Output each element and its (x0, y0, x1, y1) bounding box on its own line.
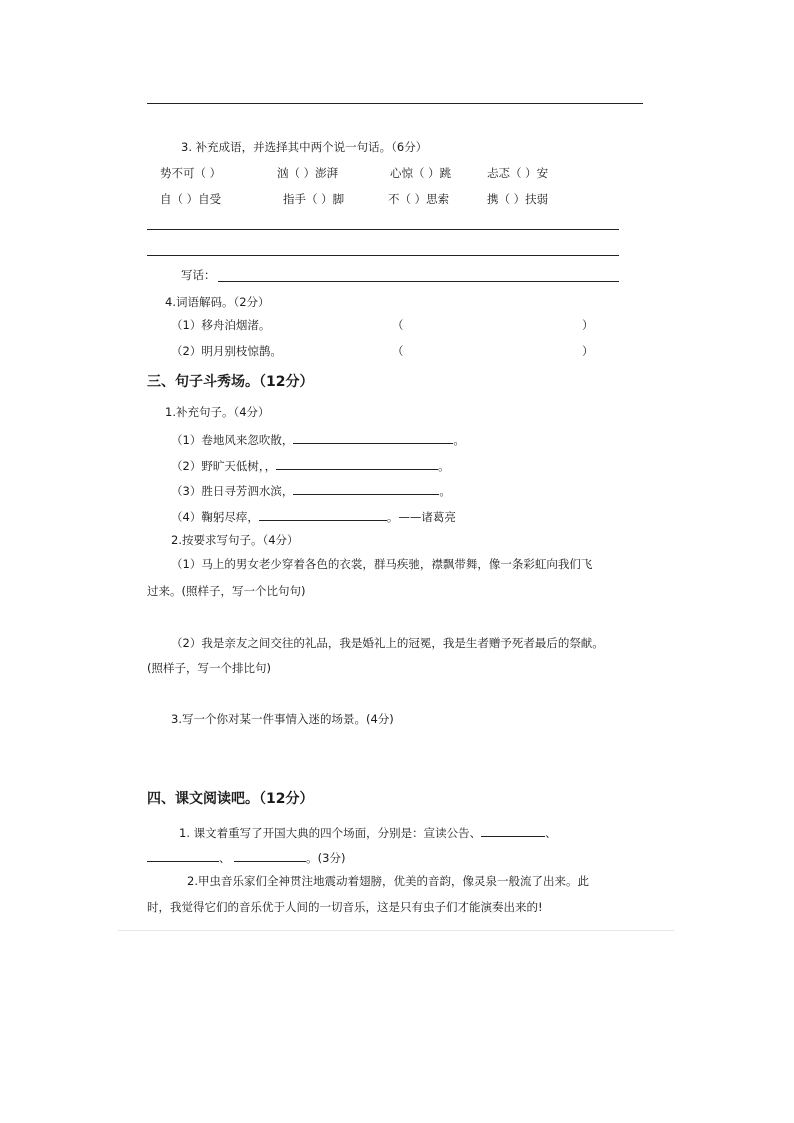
fill-1-end: 。 (453, 433, 465, 447)
sentence-2-2-line-a: （2）我是亲友之间交往的礼品，我是婚礼上的冠冕，我是生者赠予死者最后的祭献。 (171, 636, 604, 650)
idiom-8: 携（ ）扶弱 (487, 192, 549, 206)
sec4-q1-text: 1. 课文着重写了开国大典的四个场面，分别是：宣读公告、 (179, 826, 482, 840)
fill-4-blank[interactable] (259, 508, 387, 521)
fill-4-end: 。——诸葛亮 (386, 510, 456, 524)
sec4-q1-line2 (147, 849, 345, 865)
fill-4-text: （4）鞠躬尽瘁， (171, 510, 259, 524)
idiom-6: 指手（ ）脚 (283, 192, 345, 206)
sec4-q2-line-b: 时，我觉得它们的音乐优于人间的一切音乐，这是只有虫子们才能演奏出来的! (147, 900, 543, 914)
idiom-2: 汹（ ）澎湃 (277, 166, 339, 180)
section-3-heading: 三、句子斗秀场。（12分） (147, 374, 314, 390)
fill-2-end: 。 (438, 459, 450, 473)
sentence-2-1-line-b: 过来。(照样子，写一个比句句) (147, 584, 306, 598)
page-bottom-edge (118, 930, 674, 931)
q3-title: 3. 补充成语，并选择其中两个说一句话。（6分） (181, 140, 428, 154)
fill-sentence-4 (171, 508, 456, 524)
write-answer-line[interactable] (218, 281, 619, 282)
sec3-sub3: 3.写一个你对某一件事情入迷的场景。(4分) (171, 712, 394, 726)
answer-line-2[interactable] (147, 255, 619, 256)
idiom-4: 忐忑（ ）安 (487, 166, 549, 180)
sec4-q1-sep0: 、 (545, 826, 557, 840)
sec4-q1-end: 。(3分) (306, 851, 346, 865)
fill-3-end: 。 (439, 484, 451, 498)
sentence-2-2-line-b: (照样子，写一个排比句) (147, 661, 271, 675)
q4-title: 4.词语解码。（2分） (165, 295, 270, 309)
fill-sentence-1 (171, 431, 465, 447)
top-divider (147, 103, 643, 104)
q4-item-2-paren-open[interactable]: （ (392, 344, 404, 358)
fill-2-text: （2）野旷天低树，， (171, 459, 277, 473)
sec4-q2-line-a: 2.甲虫音乐家们全神贯注地震动着翅膀，优美的音韵，像灵泉一般流了出来。此 (187, 874, 589, 888)
section-4-heading: 四、课文阅读吧。（12分） (147, 791, 314, 807)
idiom-1: 势不可（ ） (160, 166, 222, 180)
fill-1-text: （1）卷地风来忽吹散， (171, 433, 294, 447)
scene-blank-3[interactable] (147, 849, 219, 862)
sec3-sub1: 1.补充句子。（4分） (165, 405, 270, 419)
q4-item-2-paren-close[interactable]: ） (582, 344, 594, 358)
q4-item-1-paren-open[interactable]: （ (392, 318, 404, 332)
fill-2-blank[interactable] (276, 457, 438, 470)
idiom-7: 不（ ）思索 (388, 192, 450, 206)
scene-blank-4[interactable] (234, 849, 306, 862)
sec4-q1-sep1: 、 (219, 851, 231, 865)
sec4-q1-line1 (179, 824, 557, 840)
idiom-3: 心惊（ ）跳 (390, 166, 452, 180)
answer-line-1[interactable] (147, 229, 619, 230)
idiom-5: 自（ ）自受 (160, 192, 222, 206)
sentence-2-1-line-a: （1）马上的男女老少穿着各色的衣裳，群马疾驰，襟飘带舞，像一条彩虹向我们飞 (171, 557, 593, 571)
scene-blank-2[interactable] (481, 824, 545, 837)
sec3-sub2: 2.按要求写句子。（4分） (171, 533, 299, 547)
q4-item-1-paren-close[interactable]: ） (582, 318, 594, 332)
fill-3-blank[interactable] (293, 482, 439, 495)
fill-3-text: （3）胜日寻芳泗水滨， (171, 484, 294, 498)
q4-item-1: （1）移舟泊烟渚。 (171, 318, 271, 332)
fill-sentence-3 (171, 482, 451, 498)
q4-item-2: （2）明月别枝惊鹊。 (171, 344, 282, 358)
fill-1-blank[interactable] (293, 431, 453, 444)
fill-sentence-2 (171, 457, 450, 473)
write-label: 写话： (181, 268, 216, 282)
